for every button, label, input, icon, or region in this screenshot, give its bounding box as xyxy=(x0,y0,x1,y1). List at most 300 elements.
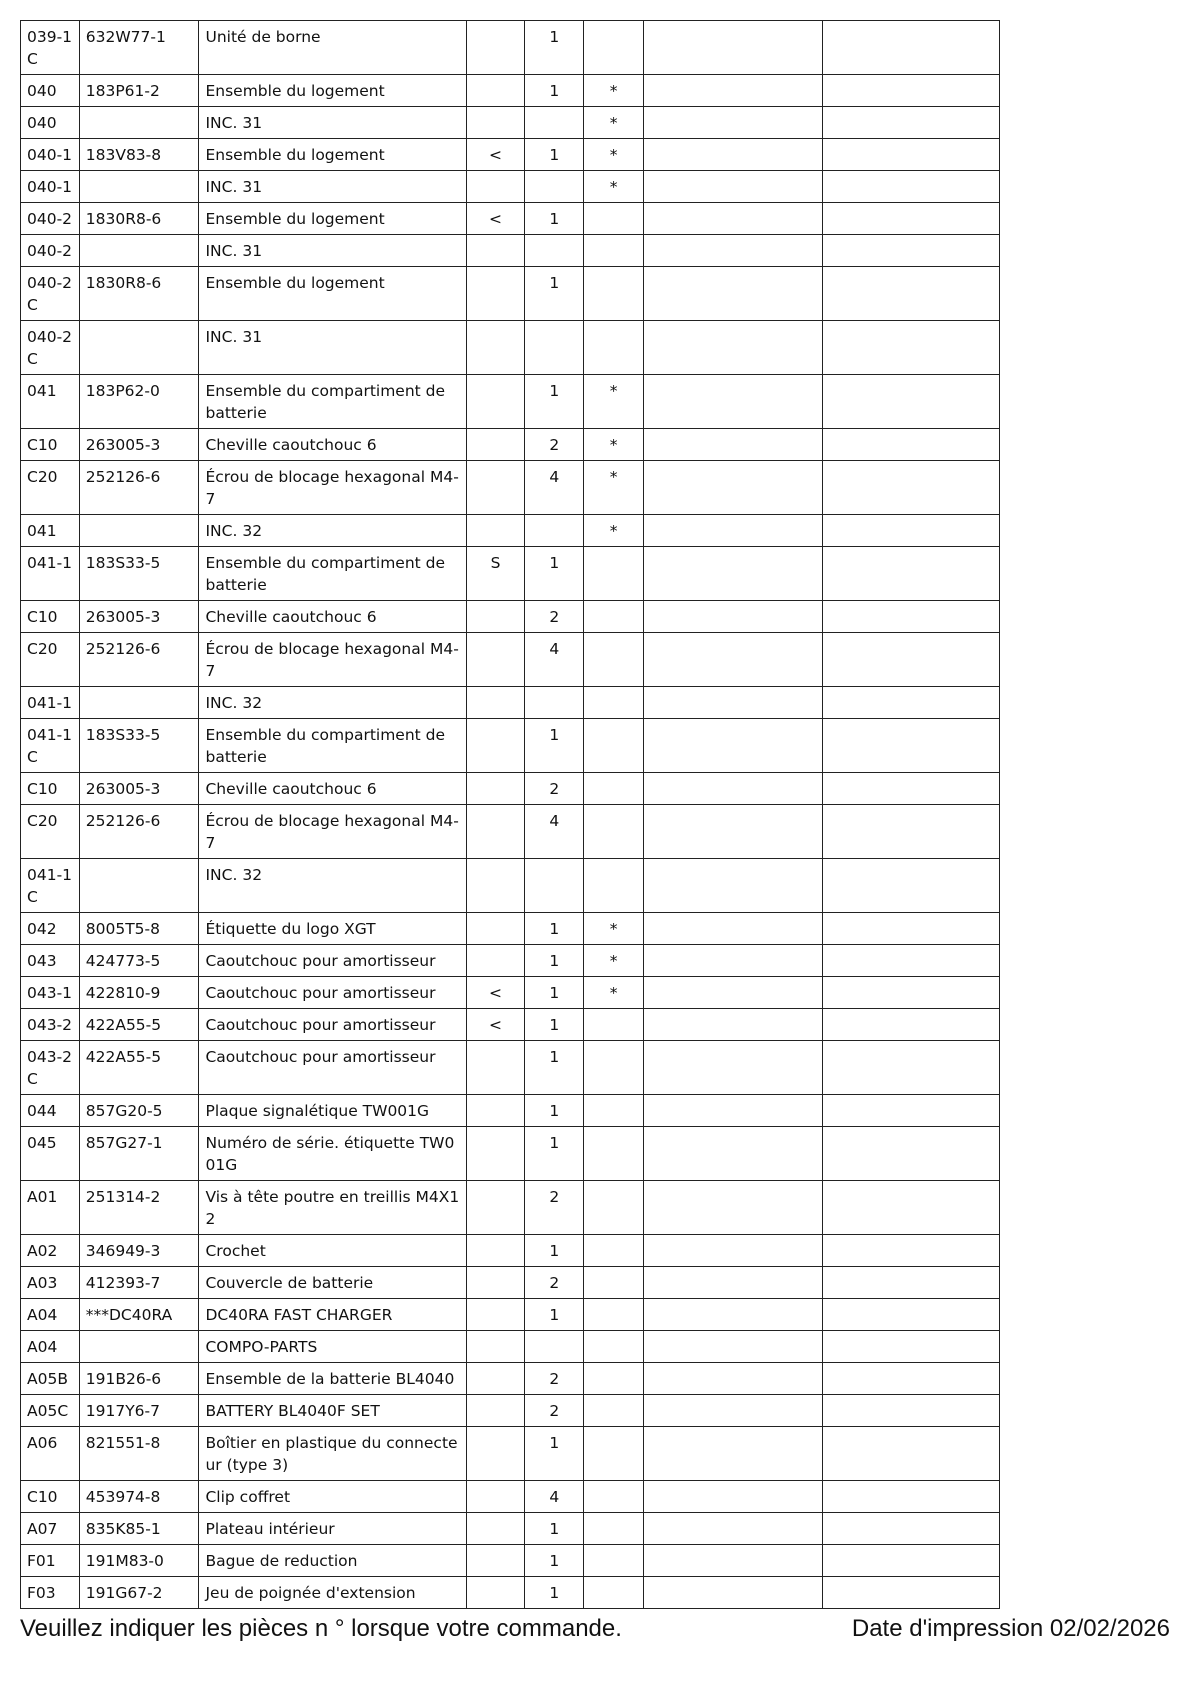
item-number-cell: 041 xyxy=(21,375,80,429)
part-number-cell: 1830R8-6 xyxy=(79,267,199,321)
parts-table xyxy=(20,20,1000,1609)
quantity-cell xyxy=(525,515,584,547)
part-number-cell: 632W77-1 xyxy=(79,21,199,75)
table-row xyxy=(21,1095,1000,1127)
description-cell: Caoutchouc pour amortisseur xyxy=(199,977,466,1009)
empty-cell xyxy=(822,1395,999,1427)
empty-cell xyxy=(644,203,823,235)
quantity-cell: 2 xyxy=(525,601,584,633)
note-mark-cell: * xyxy=(584,375,644,429)
part-number-cell: 422A55-5 xyxy=(79,1009,199,1041)
part-number-cell: 857G27-1 xyxy=(79,1127,199,1181)
part-number-cell: 263005-3 xyxy=(79,429,199,461)
change-mark-cell xyxy=(466,1577,525,1609)
change-mark-cell xyxy=(466,1041,525,1095)
change-mark-cell xyxy=(466,859,525,913)
change-mark-cell xyxy=(466,429,525,461)
description-cell: Ensemble du compartiment de batterie xyxy=(199,547,466,601)
table-row xyxy=(21,1363,1000,1395)
part-number-cell xyxy=(79,1331,199,1363)
part-number-cell: 263005-3 xyxy=(79,773,199,805)
table-row xyxy=(21,1181,1000,1235)
description-cell: Ensemble du logement xyxy=(199,267,466,321)
quantity-cell: 1 xyxy=(525,375,584,429)
part-number-cell: 1917Y6-7 xyxy=(79,1395,199,1427)
item-number-cell: A04 xyxy=(21,1299,80,1331)
quantity-cell: 1 xyxy=(525,977,584,1009)
item-number-cell: 040 xyxy=(21,107,80,139)
part-number-cell: 252126-6 xyxy=(79,461,199,515)
change-mark-cell xyxy=(466,267,525,321)
quantity-cell: 1 xyxy=(525,139,584,171)
empty-cell xyxy=(822,1009,999,1041)
part-number-cell xyxy=(79,235,199,267)
item-number-cell: 040-2 xyxy=(21,203,80,235)
quantity-cell: 4 xyxy=(525,1481,584,1513)
change-mark-cell xyxy=(466,1299,525,1331)
empty-cell xyxy=(822,461,999,515)
description-cell: Ensemble du compartiment de batterie xyxy=(199,375,466,429)
item-number-cell: A03 xyxy=(21,1267,80,1299)
part-number-cell: 183S33-5 xyxy=(79,719,199,773)
quantity-cell: 1 xyxy=(525,1427,584,1481)
empty-cell xyxy=(822,235,999,267)
table-row xyxy=(21,1267,1000,1299)
note-mark-cell: * xyxy=(584,913,644,945)
change-mark-cell xyxy=(466,1395,525,1427)
quantity-cell: 1 xyxy=(525,1577,584,1609)
change-mark-cell xyxy=(466,601,525,633)
table-row xyxy=(21,21,1000,75)
note-mark-cell xyxy=(584,773,644,805)
empty-cell xyxy=(644,515,823,547)
change-mark-cell xyxy=(466,1127,525,1181)
description-cell: Ensemble du compartiment de batterie xyxy=(199,719,466,773)
part-number-cell xyxy=(79,321,199,375)
description-cell: Unité de borne xyxy=(199,21,466,75)
description-cell: Couvercle de batterie xyxy=(199,1267,466,1299)
description-cell: Numéro de série. étiquette TW001G xyxy=(199,1127,466,1181)
empty-cell xyxy=(644,601,823,633)
empty-cell xyxy=(644,461,823,515)
empty-cell xyxy=(644,21,823,75)
part-number-cell xyxy=(79,515,199,547)
note-mark-cell: * xyxy=(584,945,644,977)
empty-cell xyxy=(822,21,999,75)
item-number-cell: 045 xyxy=(21,1127,80,1181)
table-row xyxy=(21,601,1000,633)
change-mark-cell xyxy=(466,1481,525,1513)
note-mark-cell xyxy=(584,1267,644,1299)
empty-cell xyxy=(822,375,999,429)
item-number-cell: A05C xyxy=(21,1395,80,1427)
item-number-cell: A01 xyxy=(21,1181,80,1235)
table-row xyxy=(21,945,1000,977)
change-mark-cell xyxy=(466,461,525,515)
empty-cell xyxy=(822,1181,999,1235)
empty-cell xyxy=(644,805,823,859)
description-cell: INC. 32 xyxy=(199,687,466,719)
item-number-cell: C20 xyxy=(21,461,80,515)
quantity-cell: 1 xyxy=(525,1009,584,1041)
table-row xyxy=(21,461,1000,515)
part-number-cell: 424773-5 xyxy=(79,945,199,977)
note-mark-cell xyxy=(584,1181,644,1235)
description-cell: DC40RA FAST CHARGER xyxy=(199,1299,466,1331)
note-mark-cell xyxy=(584,321,644,375)
empty-cell xyxy=(822,321,999,375)
item-number-cell: 041-1 xyxy=(21,687,80,719)
empty-cell xyxy=(644,1299,823,1331)
item-number-cell: C10 xyxy=(21,1481,80,1513)
description-cell: Jeu de poignée d'extension xyxy=(199,1577,466,1609)
part-number-cell xyxy=(79,687,199,719)
item-number-cell: C10 xyxy=(21,601,80,633)
quantity-cell: 1 xyxy=(525,1235,584,1267)
description-cell: Cheville caoutchouc 6 xyxy=(199,429,466,461)
quantity-cell: 1 xyxy=(525,945,584,977)
note-mark-cell: * xyxy=(584,107,644,139)
change-mark-cell xyxy=(466,945,525,977)
quantity-cell: 2 xyxy=(525,1267,584,1299)
note-mark-cell xyxy=(584,1395,644,1427)
note-mark-cell: * xyxy=(584,977,644,1009)
note-mark-cell xyxy=(584,859,644,913)
empty-cell xyxy=(644,1363,823,1395)
table-row xyxy=(21,1009,1000,1041)
quantity-cell: 4 xyxy=(525,805,584,859)
table-row xyxy=(21,1127,1000,1181)
change-mark-cell xyxy=(466,171,525,203)
description-cell: Plateau intérieur xyxy=(199,1513,466,1545)
change-mark-cell xyxy=(466,633,525,687)
table-row xyxy=(21,429,1000,461)
item-number-cell: C10 xyxy=(21,429,80,461)
description-cell: Crochet xyxy=(199,1235,466,1267)
empty-cell xyxy=(822,977,999,1009)
empty-cell xyxy=(644,107,823,139)
empty-cell xyxy=(644,1395,823,1427)
quantity-cell xyxy=(525,859,584,913)
note-mark-cell xyxy=(584,1041,644,1095)
item-number-cell: A06 xyxy=(21,1427,80,1481)
change-mark-cell xyxy=(466,913,525,945)
quantity-cell: 1 xyxy=(525,1545,584,1577)
description-cell: Étiquette du logo XGT xyxy=(199,913,466,945)
table-row xyxy=(21,235,1000,267)
empty-cell xyxy=(644,1235,823,1267)
change-mark-cell xyxy=(466,773,525,805)
empty-cell xyxy=(822,1267,999,1299)
part-number-cell: 251314-2 xyxy=(79,1181,199,1235)
description-cell: Écrou de blocage hexagonal M4-7 xyxy=(199,461,466,515)
table-row xyxy=(21,1577,1000,1609)
item-number-cell: F01 xyxy=(21,1545,80,1577)
note-mark-cell: * xyxy=(584,75,644,107)
empty-cell xyxy=(644,235,823,267)
empty-cell xyxy=(644,1427,823,1481)
table-row xyxy=(21,719,1000,773)
quantity-cell: 2 xyxy=(525,1363,584,1395)
part-number-cell: 183P61-2 xyxy=(79,75,199,107)
part-number-cell: 183V83-8 xyxy=(79,139,199,171)
description-cell: Cheville caoutchouc 6 xyxy=(199,601,466,633)
empty-cell xyxy=(822,107,999,139)
note-mark-cell: * xyxy=(584,461,644,515)
quantity-cell xyxy=(525,107,584,139)
table-row xyxy=(21,1041,1000,1095)
empty-cell xyxy=(822,1299,999,1331)
table-row xyxy=(21,267,1000,321)
empty-cell xyxy=(644,171,823,203)
empty-cell xyxy=(822,859,999,913)
table-row xyxy=(21,687,1000,719)
item-number-cell: 041-1 xyxy=(21,547,80,601)
description-cell: Caoutchouc pour amortisseur xyxy=(199,1041,466,1095)
part-number-cell: 1830R8-6 xyxy=(79,203,199,235)
empty-cell xyxy=(822,1577,999,1609)
table-row xyxy=(21,913,1000,945)
empty-cell xyxy=(822,1513,999,1545)
part-number-cell: 8005T5-8 xyxy=(79,913,199,945)
change-mark-cell xyxy=(466,687,525,719)
quantity-cell: 1 xyxy=(525,719,584,773)
note-mark-cell: * xyxy=(584,139,644,171)
change-mark-cell: < xyxy=(466,977,525,1009)
item-number-cell: F03 xyxy=(21,1577,80,1609)
empty-cell xyxy=(644,1181,823,1235)
part-number-cell: 453974-8 xyxy=(79,1481,199,1513)
description-cell: Ensemble de la batterie BL4040 xyxy=(199,1363,466,1395)
part-number-cell: 191G67-2 xyxy=(79,1577,199,1609)
table-row xyxy=(21,805,1000,859)
empty-cell xyxy=(644,1041,823,1095)
empty-cell xyxy=(644,547,823,601)
empty-cell xyxy=(822,913,999,945)
quantity-cell: 1 xyxy=(525,1095,584,1127)
description-cell: Ensemble du logement xyxy=(199,75,466,107)
item-number-cell: 040 xyxy=(21,75,80,107)
empty-cell xyxy=(644,859,823,913)
item-number-cell: 043-2 xyxy=(21,1009,80,1041)
note-mark-cell xyxy=(584,633,644,687)
change-mark-cell xyxy=(466,1095,525,1127)
note-mark-cell xyxy=(584,203,644,235)
quantity-cell: 1 xyxy=(525,75,584,107)
empty-cell xyxy=(644,945,823,977)
empty-cell xyxy=(644,719,823,773)
description-cell: INC. 31 xyxy=(199,321,466,375)
change-mark-cell xyxy=(466,1363,525,1395)
table-row xyxy=(21,1299,1000,1331)
table-row xyxy=(21,1427,1000,1481)
note-mark-cell xyxy=(584,1235,644,1267)
change-mark-cell: < xyxy=(466,139,525,171)
table-row xyxy=(21,1513,1000,1545)
change-mark-cell xyxy=(466,1545,525,1577)
empty-cell xyxy=(822,1363,999,1395)
item-number-cell: 040-2C xyxy=(21,267,80,321)
item-number-cell: 043-2C xyxy=(21,1041,80,1095)
item-number-cell: 041 xyxy=(21,515,80,547)
change-mark-cell xyxy=(466,375,525,429)
note-mark-cell xyxy=(584,601,644,633)
table-row xyxy=(21,375,1000,429)
description-cell: Bague de reduction xyxy=(199,1545,466,1577)
part-number-cell: 412393-7 xyxy=(79,1267,199,1299)
note-mark-cell xyxy=(584,267,644,321)
empty-cell xyxy=(822,547,999,601)
note-mark-cell xyxy=(584,1331,644,1363)
change-mark-cell: < xyxy=(466,203,525,235)
part-number-cell xyxy=(79,171,199,203)
empty-cell xyxy=(822,719,999,773)
empty-cell xyxy=(822,601,999,633)
change-mark-cell xyxy=(466,515,525,547)
footer-order-note: Veuillez indiquer les pièces n ° lorsque votre commande. xyxy=(20,1615,622,1642)
change-mark-cell xyxy=(466,107,525,139)
note-mark-cell: * xyxy=(584,171,644,203)
empty-cell xyxy=(644,773,823,805)
change-mark-cell xyxy=(466,805,525,859)
change-mark-cell xyxy=(466,1513,525,1545)
item-number-cell: A04 xyxy=(21,1331,80,1363)
item-number-cell: C20 xyxy=(21,633,80,687)
change-mark-cell xyxy=(466,75,525,107)
note-mark-cell xyxy=(584,1363,644,1395)
quantity-cell: 1 xyxy=(525,21,584,75)
part-number-cell xyxy=(79,107,199,139)
note-mark-cell xyxy=(584,719,644,773)
empty-cell xyxy=(644,267,823,321)
part-number-cell: 857G20-5 xyxy=(79,1095,199,1127)
description-cell: Vis à tête poutre en treillis M4X12 xyxy=(199,1181,466,1235)
change-mark-cell xyxy=(466,1267,525,1299)
change-mark-cell xyxy=(466,1181,525,1235)
note-mark-cell xyxy=(584,1095,644,1127)
table-row xyxy=(21,75,1000,107)
empty-cell xyxy=(644,1095,823,1127)
item-number-cell: 039-1C xyxy=(21,21,80,75)
empty-cell xyxy=(822,515,999,547)
description-cell: INC. 32 xyxy=(199,515,466,547)
description-cell: Plaque signalétique TW001G xyxy=(199,1095,466,1127)
part-number-cell: 191M83-0 xyxy=(79,1545,199,1577)
quantity-cell xyxy=(525,687,584,719)
empty-cell xyxy=(644,1513,823,1545)
part-number-cell: 183S33-5 xyxy=(79,547,199,601)
change-mark-cell: S xyxy=(466,547,525,601)
change-mark-cell xyxy=(466,21,525,75)
empty-cell xyxy=(822,171,999,203)
empty-cell xyxy=(822,1235,999,1267)
parts-table-body xyxy=(21,21,1000,1609)
item-number-cell: 040-2C xyxy=(21,321,80,375)
empty-cell xyxy=(644,1545,823,1577)
note-mark-cell xyxy=(584,1427,644,1481)
note-mark-cell xyxy=(584,235,644,267)
table-row xyxy=(21,773,1000,805)
empty-cell xyxy=(822,1427,999,1481)
description-cell: Caoutchouc pour amortisseur xyxy=(199,945,466,977)
empty-cell xyxy=(822,945,999,977)
item-number-cell: 040-2 xyxy=(21,235,80,267)
empty-cell xyxy=(644,321,823,375)
empty-cell xyxy=(822,687,999,719)
change-mark-cell xyxy=(466,1235,525,1267)
empty-cell xyxy=(822,773,999,805)
description-cell: Cheville caoutchouc 6 xyxy=(199,773,466,805)
quantity-cell xyxy=(525,235,584,267)
note-mark-cell xyxy=(584,1299,644,1331)
empty-cell xyxy=(822,1481,999,1513)
description-cell: BATTERY BL4040F SET xyxy=(199,1395,466,1427)
empty-cell xyxy=(822,1331,999,1363)
description-cell: INC. 31 xyxy=(199,171,466,203)
table-row xyxy=(21,1235,1000,1267)
note-mark-cell xyxy=(584,687,644,719)
empty-cell xyxy=(644,1331,823,1363)
description-cell: Clip coffret xyxy=(199,1481,466,1513)
table-row xyxy=(21,977,1000,1009)
empty-cell xyxy=(644,1009,823,1041)
description-cell: Ensemble du logement xyxy=(199,139,466,171)
empty-cell xyxy=(822,1127,999,1181)
change-mark-cell xyxy=(466,1331,525,1363)
part-number-cell: 263005-3 xyxy=(79,601,199,633)
change-mark-cell xyxy=(466,321,525,375)
footer-print-date: Date d'impression 02/02/2026 xyxy=(851,1615,1170,1642)
part-number-cell: 252126-6 xyxy=(79,805,199,859)
description-cell: INC. 31 xyxy=(199,235,466,267)
description-cell: Boîtier en plastique du connecteur (type 3) xyxy=(199,1427,466,1481)
part-number-cell: 183P62-0 xyxy=(79,375,199,429)
empty-cell xyxy=(644,633,823,687)
quantity-cell: 2 xyxy=(525,1181,584,1235)
empty-cell xyxy=(822,203,999,235)
change-mark-cell: < xyxy=(466,1009,525,1041)
empty-cell xyxy=(644,1267,823,1299)
quantity-cell: 1 xyxy=(525,267,584,321)
table-row xyxy=(21,1545,1000,1577)
quantity-cell: 4 xyxy=(525,633,584,687)
part-number-cell: 835K85-1 xyxy=(79,1513,199,1545)
note-mark-cell xyxy=(584,1009,644,1041)
note-mark-cell xyxy=(584,547,644,601)
quantity-cell xyxy=(525,171,584,203)
description-cell: Caoutchouc pour amortisseur xyxy=(199,1009,466,1041)
note-mark-cell xyxy=(584,1127,644,1181)
note-mark-cell xyxy=(584,1545,644,1577)
description-cell: INC. 31 xyxy=(199,107,466,139)
part-number-cell: 346949-3 xyxy=(79,1235,199,1267)
table-row xyxy=(21,171,1000,203)
empty-cell xyxy=(822,633,999,687)
empty-cell xyxy=(822,429,999,461)
table-row xyxy=(21,321,1000,375)
description-cell: Écrou de blocage hexagonal M4-7 xyxy=(199,805,466,859)
part-number-cell: 422810-9 xyxy=(79,977,199,1009)
table-row xyxy=(21,139,1000,171)
quantity-cell: 1 xyxy=(525,203,584,235)
note-mark-cell xyxy=(584,21,644,75)
quantity-cell: 1 xyxy=(525,1127,584,1181)
item-number-cell: 041-1C xyxy=(21,859,80,913)
note-mark-cell xyxy=(584,805,644,859)
part-number-cell xyxy=(79,859,199,913)
quantity-cell: 1 xyxy=(525,547,584,601)
part-number-cell: 821551-8 xyxy=(79,1427,199,1481)
